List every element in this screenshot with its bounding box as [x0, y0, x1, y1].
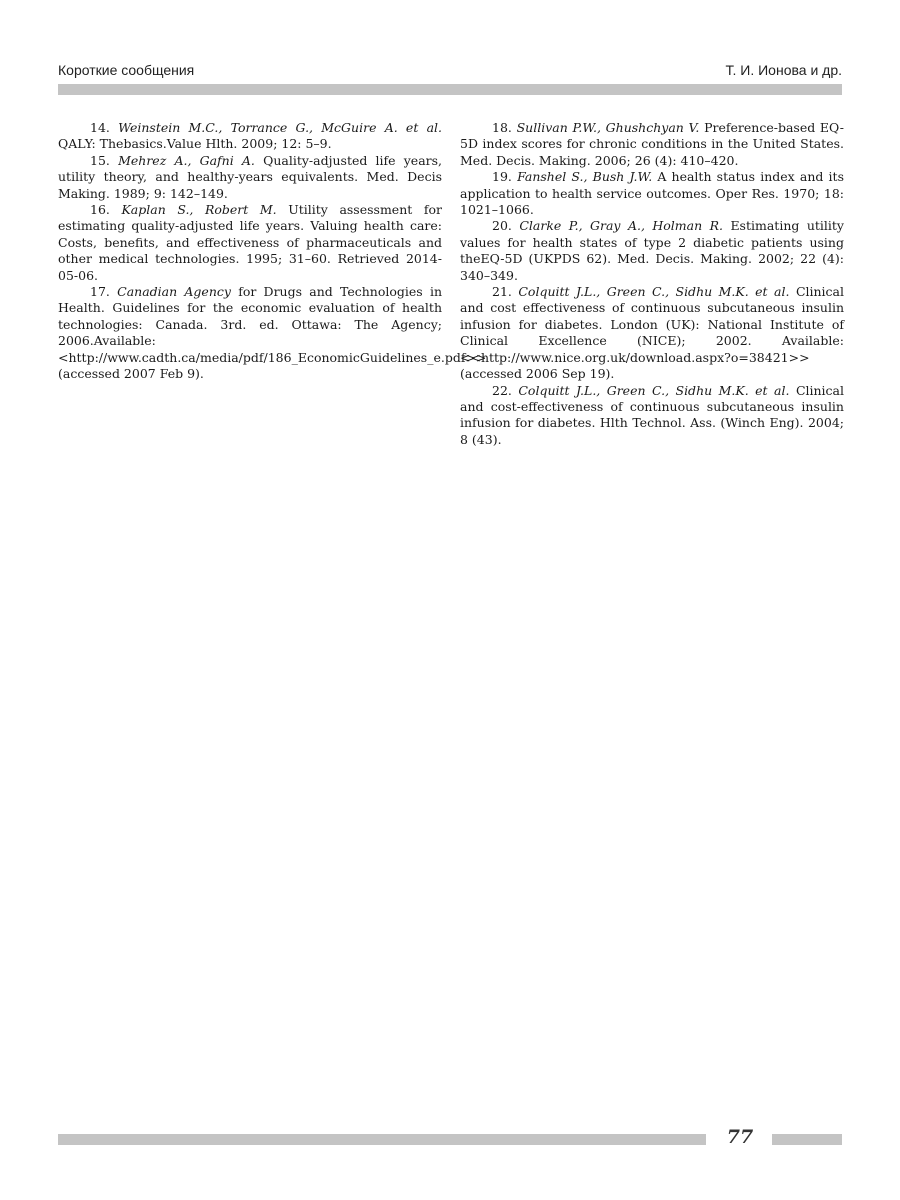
- reference-text: Utility assessment for estimating quality-adjusted life years. Valuing health care: Costs, benefits, and effectiveness of pharmaceuticals and other medical technologies. 1995; 31–60. Retrieved 2014-05-06.: [58, 202, 442, 283]
- references-column-left: [58, 120, 487, 383]
- reference-authors: Colquitt J.L., Green C., Sidhu M.K. et al.: [518, 284, 790, 300]
- reference-item: 21. Colquitt J.L., Green C., Sidhu M.K. et al. Clinical and cost effectiveness of continuous subcutaneous insulin infusion for diabetes. London (UK): National Institute of Clinical Excellence (NICE); 2002. Available: <<http://www.nice.org.uk/download.aspx?o=38421>>(accessed 2006 Sep 19).: [460, 284, 844, 382]
- reference-authors: Mehrez A., Gafni A.: [118, 152, 255, 168]
- reference-item: 20. Clarke P., Gray A., Holman R. Estimating utility values for health states of type 2 diabetic patients using theEQ-5D (UKPDS 62). Med. Decis. Making. 2002; 22 (4): 340–349.: [460, 218, 844, 283]
- header-divider-bar: [58, 84, 842, 95]
- reference-item: 14. Weinstein M.C., Torrance G., McGuire A. et al. QALY: Thebasics.Value Hlth. 2009; 12: 5–9.: [58, 120, 442, 152]
- reference-item: 17. Canadian Agency for Drugs and Technologies in Health. Guidelines for the economic evaluation of health technologies: Canada. 3rd. ed. Ottawa: The Agency; 2006.Available:<http://www.cadth.ca/media/pdf/186_EconomicGuidelines_e.pdf>>(accessed 2007 Feb 9).: [58, 284, 487, 382]
- reference-text: Clinical and cost effectiveness of continuous subcutaneous insulin infusion for diabetes. London (UK): National Institute of Clinical Excellence (NICE); 2002. Available: <<http://www.nice.org.uk/download.aspx?o=38421>>(accessed 2006 Sep 19).: [460, 284, 844, 382]
- reference-item: 22. Colquitt J.L., Green C., Sidhu M.K. et al. Clinical and cost-effectiveness of continuous subcutaneous insulin infusion for diabetes. Hlth Technol. Ass. (Winch Eng). 2004; 8 (43).: [460, 382, 844, 447]
- running-header: [58, 62, 842, 82]
- section-title: Короткие сообщения: [58, 62, 195, 78]
- reference-item: 18. Sullivan P.W., Ghushchyan V. Preference-based EQ-5D index scores for chronic conditions in the United States. Med. Decis. Making. 2006; 26 (4): 410–420.: [460, 120, 844, 168]
- footer-bar-left: [58, 1134, 706, 1145]
- reference-item: 16. Kaplan S., Robert M. Utility assessment for estimating quality-adjusted life years. Valuing health care: Costs, benefits, and effectiveness of pharmaceuticals and other medical technologies. 1995; 31–60. Retrieved 2014-05-06.: [58, 202, 442, 283]
- references-column-right: [460, 120, 844, 448]
- reference-text: Estimating utility values for health states of type 2 diabetic patients using theEQ-5D (UKPDS 62). Med. Decis. Making. 2002; 22 (4): 340–349.: [460, 218, 844, 283]
- reference-item: 15. Mehrez A., Gafni A. Quality-adjusted life years, utility theory, and healthy-years equivalents. Med. Decis Making. 1989; 9: 142–149.: [58, 152, 443, 201]
- reference-authors: Fanshel S., Bush J.W.: [517, 169, 653, 185]
- reference-authors: Weinstein M.C., Torrance G., McGuire A. et al.: [118, 120, 442, 135]
- reference-text: Clinical and cost-effectiveness of continuous subcutaneous insulin infusion for diabetes. Hlth Technol. Ass. (Winch Eng). 2004; 8 (43).: [460, 382, 844, 447]
- page-number: 77: [726, 1126, 754, 1148]
- reference-authors: Canadian Agency: [117, 284, 231, 300]
- reference-authors: Colquitt J.L., Green C., Sidhu M.K. et al.: [518, 382, 790, 398]
- reference-text: Quality-adjusted life years, utility theory, and healthy-years equivalents. Med. Decis Making. 1989; 9: 142–149.: [58, 152, 443, 201]
- reference-text: A health status index and its application to health service outcomes. Oper Res. 1970; 18: 1021–1066.: [460, 169, 844, 218]
- reference-text: for Drugs and Technologies in Health. Guidelines for the economic evaluation of health technologies: Canada. 3rd. ed. Ottawa: The Agency; 2006.Available:<http://www.cadth.ca/media/pdf/186_EconomicGuidelines_e.pdf>>(accessed 2007 Feb 9).: [58, 284, 487, 382]
- reference-item: 19. Fanshel S., Bush J.W. A health status index and its application to health service outcomes. Oper Res. 1970; 18: 1021–1066.: [460, 169, 844, 218]
- running-authors: Т. И. Ионова и др.: [725, 62, 842, 78]
- reference-authors: Clarke P., Gray A., Holman R.: [519, 218, 723, 234]
- reference-authors: Sullivan P.W., Ghushchyan V.: [516, 120, 700, 135]
- reference-text: Preference-based EQ-5D index scores for chronic conditions in the United States. Med. Decis. Making. 2006; 26 (4): 410–420.: [460, 120, 844, 168]
- footer-bar-right: [772, 1134, 842, 1145]
- reference-text: QALY: Thebasics.Value Hlth. 2009; 12: 5–9.: [58, 136, 332, 152]
- reference-authors: Kaplan S., Robert M.: [121, 202, 277, 218]
